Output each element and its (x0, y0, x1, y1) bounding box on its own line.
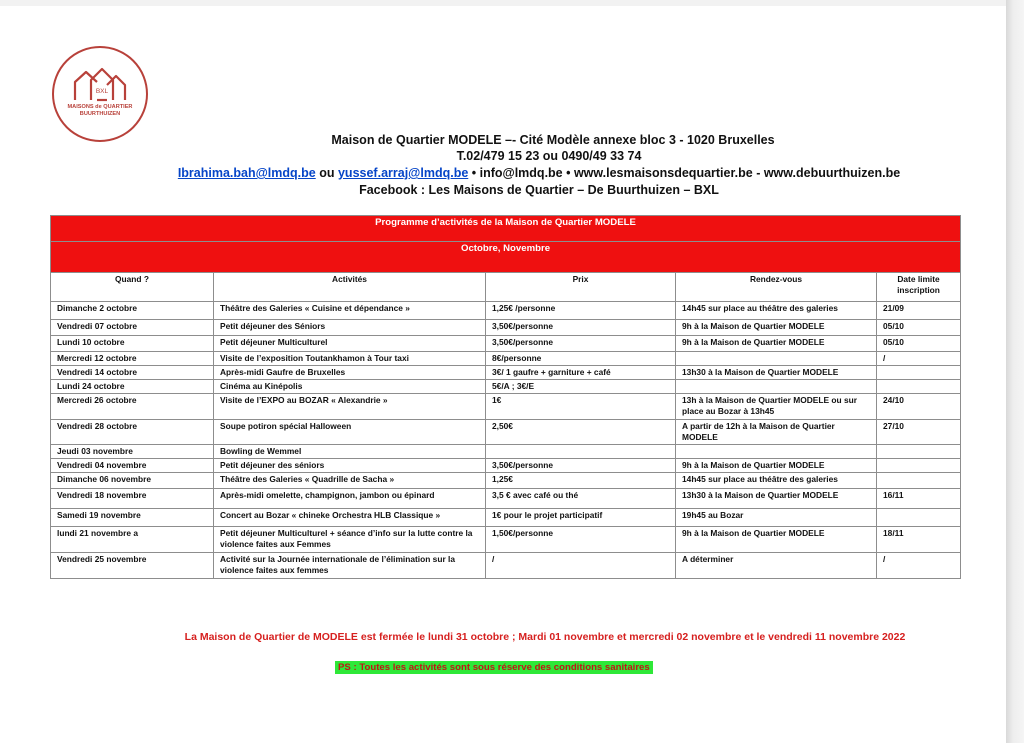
cell-rendez-vous: 19h45 au Bozar (676, 509, 877, 527)
table-row (51, 302, 961, 320)
cell-prix: 1€ (486, 394, 676, 420)
cell-activite: Visite de l’exposition Toutankhamon à Tour taxi (214, 352, 486, 366)
cell-prix: 2,50€ (486, 420, 676, 445)
cell-rendez-vous: 13h à la Maison de Quartier MODELE ou sur place au Bozar à 13h45 (676, 394, 877, 420)
cell-quand: Dimanche 2 octobre (51, 302, 214, 320)
cell-date-limite (877, 366, 961, 380)
header-websites: • info@lmdq.be • www.lesmaisonsdequartier.be - www.debuurthuizen.be (471, 166, 901, 180)
cell-date-limite (877, 459, 961, 473)
cell-quand: Mercredi 12 octobre (51, 352, 214, 366)
houses-logo-icon (72, 66, 128, 102)
cell-prix: 8€/personne (486, 352, 676, 366)
cell-prix: 1,25€ (486, 473, 676, 489)
cell-rendez-vous: 14h45 sur place au théâtre des galeries (676, 473, 877, 489)
cell-activite: Cinéma au Kinépolis (214, 380, 486, 394)
header-ou: ou (319, 166, 335, 180)
cell-activite: Après-midi Gaufre de Bruxelles (214, 366, 486, 380)
cell-rendez-vous: 14h45 sur place au théâtre des galeries (676, 302, 877, 320)
table-row (51, 473, 961, 489)
cell-prix: 1€ pour le projet participatif (486, 509, 676, 527)
cell-rendez-vous: 9h à la Maison de Quartier MODELE (676, 336, 877, 352)
logo-mark: BXL (95, 88, 109, 95)
cell-prix: 3,50€/personne (486, 320, 676, 336)
email-link-ibrahima[interactable]: Ibrahima.bah@lmdq.be (177, 166, 316, 180)
table-row (51, 459, 961, 473)
page-edge-shadow (1006, 0, 1024, 743)
cell-quand: Vendredi 18 novembre (51, 489, 214, 509)
cell-prix: 3,50€/personne (486, 459, 676, 473)
cell-quand: Vendredi 04 novembre (51, 459, 214, 473)
cell-date-limite (877, 380, 961, 394)
table-row (51, 445, 961, 459)
cell-rendez-vous: A déterminer (676, 553, 877, 579)
table-row (51, 489, 961, 509)
cell-date-limite: 16/11 (877, 489, 961, 509)
closure-notice: La Maison de Quartier de MODELE est fermée le lundi 31 octobre ; Mardi 01 novembre et mercredi 02 novembre et le vendredi 11 novembre 2022 (184, 631, 906, 643)
cell-prix: / (486, 553, 676, 579)
cell-quand: Dimanche 06 novembre (51, 473, 214, 489)
table-subtitle-row (51, 242, 961, 273)
ps-sanitary-note: PS : Toutes les activités sont sous réserve des conditions sanitaires (335, 661, 653, 674)
logo-text-line2: BUURTHUIZEN (79, 111, 121, 117)
cell-activite: Théâtre des Galeries « Cuisine et dépendance » (214, 302, 486, 320)
table-row (51, 553, 961, 579)
cell-quand: Lundi 10 octobre (51, 336, 214, 352)
cell-date-limite: 18/11 (877, 527, 961, 553)
table-row (51, 420, 961, 445)
cell-prix (486, 445, 676, 459)
cell-activite: Concert au Bozar « chineke Orchestra HLB Classique » (214, 509, 486, 527)
header-facebook: Facebook : Les Maisons de Quartier – De Buurthuizen – BXL (359, 183, 719, 197)
cell-prix: 3€/ 1 gaufre + garniture + café (486, 366, 676, 380)
cell-activite: Théâtre des Galeries « Quadrille de Sacha » (214, 473, 486, 489)
table-row (51, 336, 961, 352)
email-link-yussef[interactable]: yussef.arraj@lmdq.be (337, 166, 469, 180)
maisons-de-quartier-logo (52, 46, 148, 142)
table-subtitle: Octobre, Novembre (51, 242, 961, 273)
cell-rendez-vous: 9h à la Maison de Quartier MODELE (676, 459, 877, 473)
column-header-prix: Prix (486, 273, 676, 302)
header-phone: T.02/479 15 23 ou 0490/49 33 74 (456, 149, 642, 163)
cell-prix: 1,50€/personne (486, 527, 676, 553)
cell-rendez-vous (676, 380, 877, 394)
table-row (51, 380, 961, 394)
table-row (51, 509, 961, 527)
activities-table (50, 215, 961, 579)
cell-activite: Activité sur la Journée internationale de l’élimination sur la violence faites aux femmes (214, 553, 486, 579)
table-title: Programme d’activités de la Maison de Quartier MODELE (51, 216, 961, 242)
cell-date-limite: / (877, 352, 961, 366)
cell-prix: 3,5 € avec café ou thé (486, 489, 676, 509)
cell-date-limite: 24/10 (877, 394, 961, 420)
cell-rendez-vous (676, 445, 877, 459)
cell-quand: Vendredi 07 octobre (51, 320, 214, 336)
cell-activite: Petit déjeuner des séniors (214, 459, 486, 473)
cell-quand: lundi 21 novembre a (51, 527, 214, 553)
cell-date-limite: 05/10 (877, 336, 961, 352)
cell-prix: 3,50€/personne (486, 336, 676, 352)
table-title-row (51, 216, 961, 242)
cell-activite: Après-midi omelette, champignon, jambon ou épinard (214, 489, 486, 509)
cell-date-limite (877, 509, 961, 527)
column-header-rendez-vous: Rendez-vous (676, 273, 877, 302)
cell-prix: 5€/A ; 3€/E (486, 380, 676, 394)
cell-activite: Petit déjeuner Multiculturel + séance d’info sur la lutte contre la violence faites aux Femmes (214, 527, 486, 553)
cell-activite: Visite de l’EXPO au BOZAR « Alexandrie » (214, 394, 486, 420)
cell-activite: Soupe potiron spécial Halloween (214, 420, 486, 445)
table-row (51, 527, 961, 553)
cell-quand: Samedi 19 novembre (51, 509, 214, 527)
cell-date-limite (877, 473, 961, 489)
cell-quand: Jeudi 03 novembre (51, 445, 214, 459)
cell-quand: Lundi 24 octobre (51, 380, 214, 394)
cell-quand: Vendredi 28 octobre (51, 420, 214, 445)
cell-prix: 1,25€ /personne (486, 302, 676, 320)
table-header-row (51, 273, 961, 302)
cell-quand: Vendredi 14 octobre (51, 366, 214, 380)
cell-rendez-vous: 9h à la Maison de Quartier MODELE (676, 527, 877, 553)
cell-date-limite: 27/10 (877, 420, 961, 445)
header-address: Maison de Quartier MODELE –- Cité Modèle annexe bloc 3 - 1020 Bruxelles (331, 133, 775, 147)
table-row (51, 366, 961, 380)
column-header-activites: Activités (214, 273, 486, 302)
cell-date-limite (877, 445, 961, 459)
cell-rendez-vous: A partir de 12h à la Maison de Quartier MODELE (676, 420, 877, 445)
cell-activite: Petit déjeuner des Séniors (214, 320, 486, 336)
header-contacts (36, 166, 1024, 180)
column-header-quand: Quand ? (51, 273, 214, 302)
cell-quand: Vendredi 25 novembre (51, 553, 214, 579)
cell-date-limite: 21/09 (877, 302, 961, 320)
table-row (51, 394, 961, 420)
cell-activite: Bowling de Wemmel (214, 445, 486, 459)
cell-rendez-vous (676, 352, 877, 366)
table-row (51, 320, 961, 336)
cell-rendez-vous: 13h30 à la Maison de Quartier MODELE (676, 366, 877, 380)
cell-rendez-vous: 9h à la Maison de Quartier MODELE (676, 320, 877, 336)
cell-date-limite: 05/10 (877, 320, 961, 336)
cell-quand: Mercredi 26 octobre (51, 394, 214, 420)
column-header-date-limite: Date limite inscription (877, 273, 961, 302)
cell-activite: Petit déjeuner Multiculturel (214, 336, 486, 352)
cell-date-limite: / (877, 553, 961, 579)
logo-text-line1: MAISONS de QUARTIER (67, 104, 133, 110)
table-row (51, 352, 961, 366)
cell-rendez-vous: 13h30 à la Maison de Quartier MODELE (676, 489, 877, 509)
